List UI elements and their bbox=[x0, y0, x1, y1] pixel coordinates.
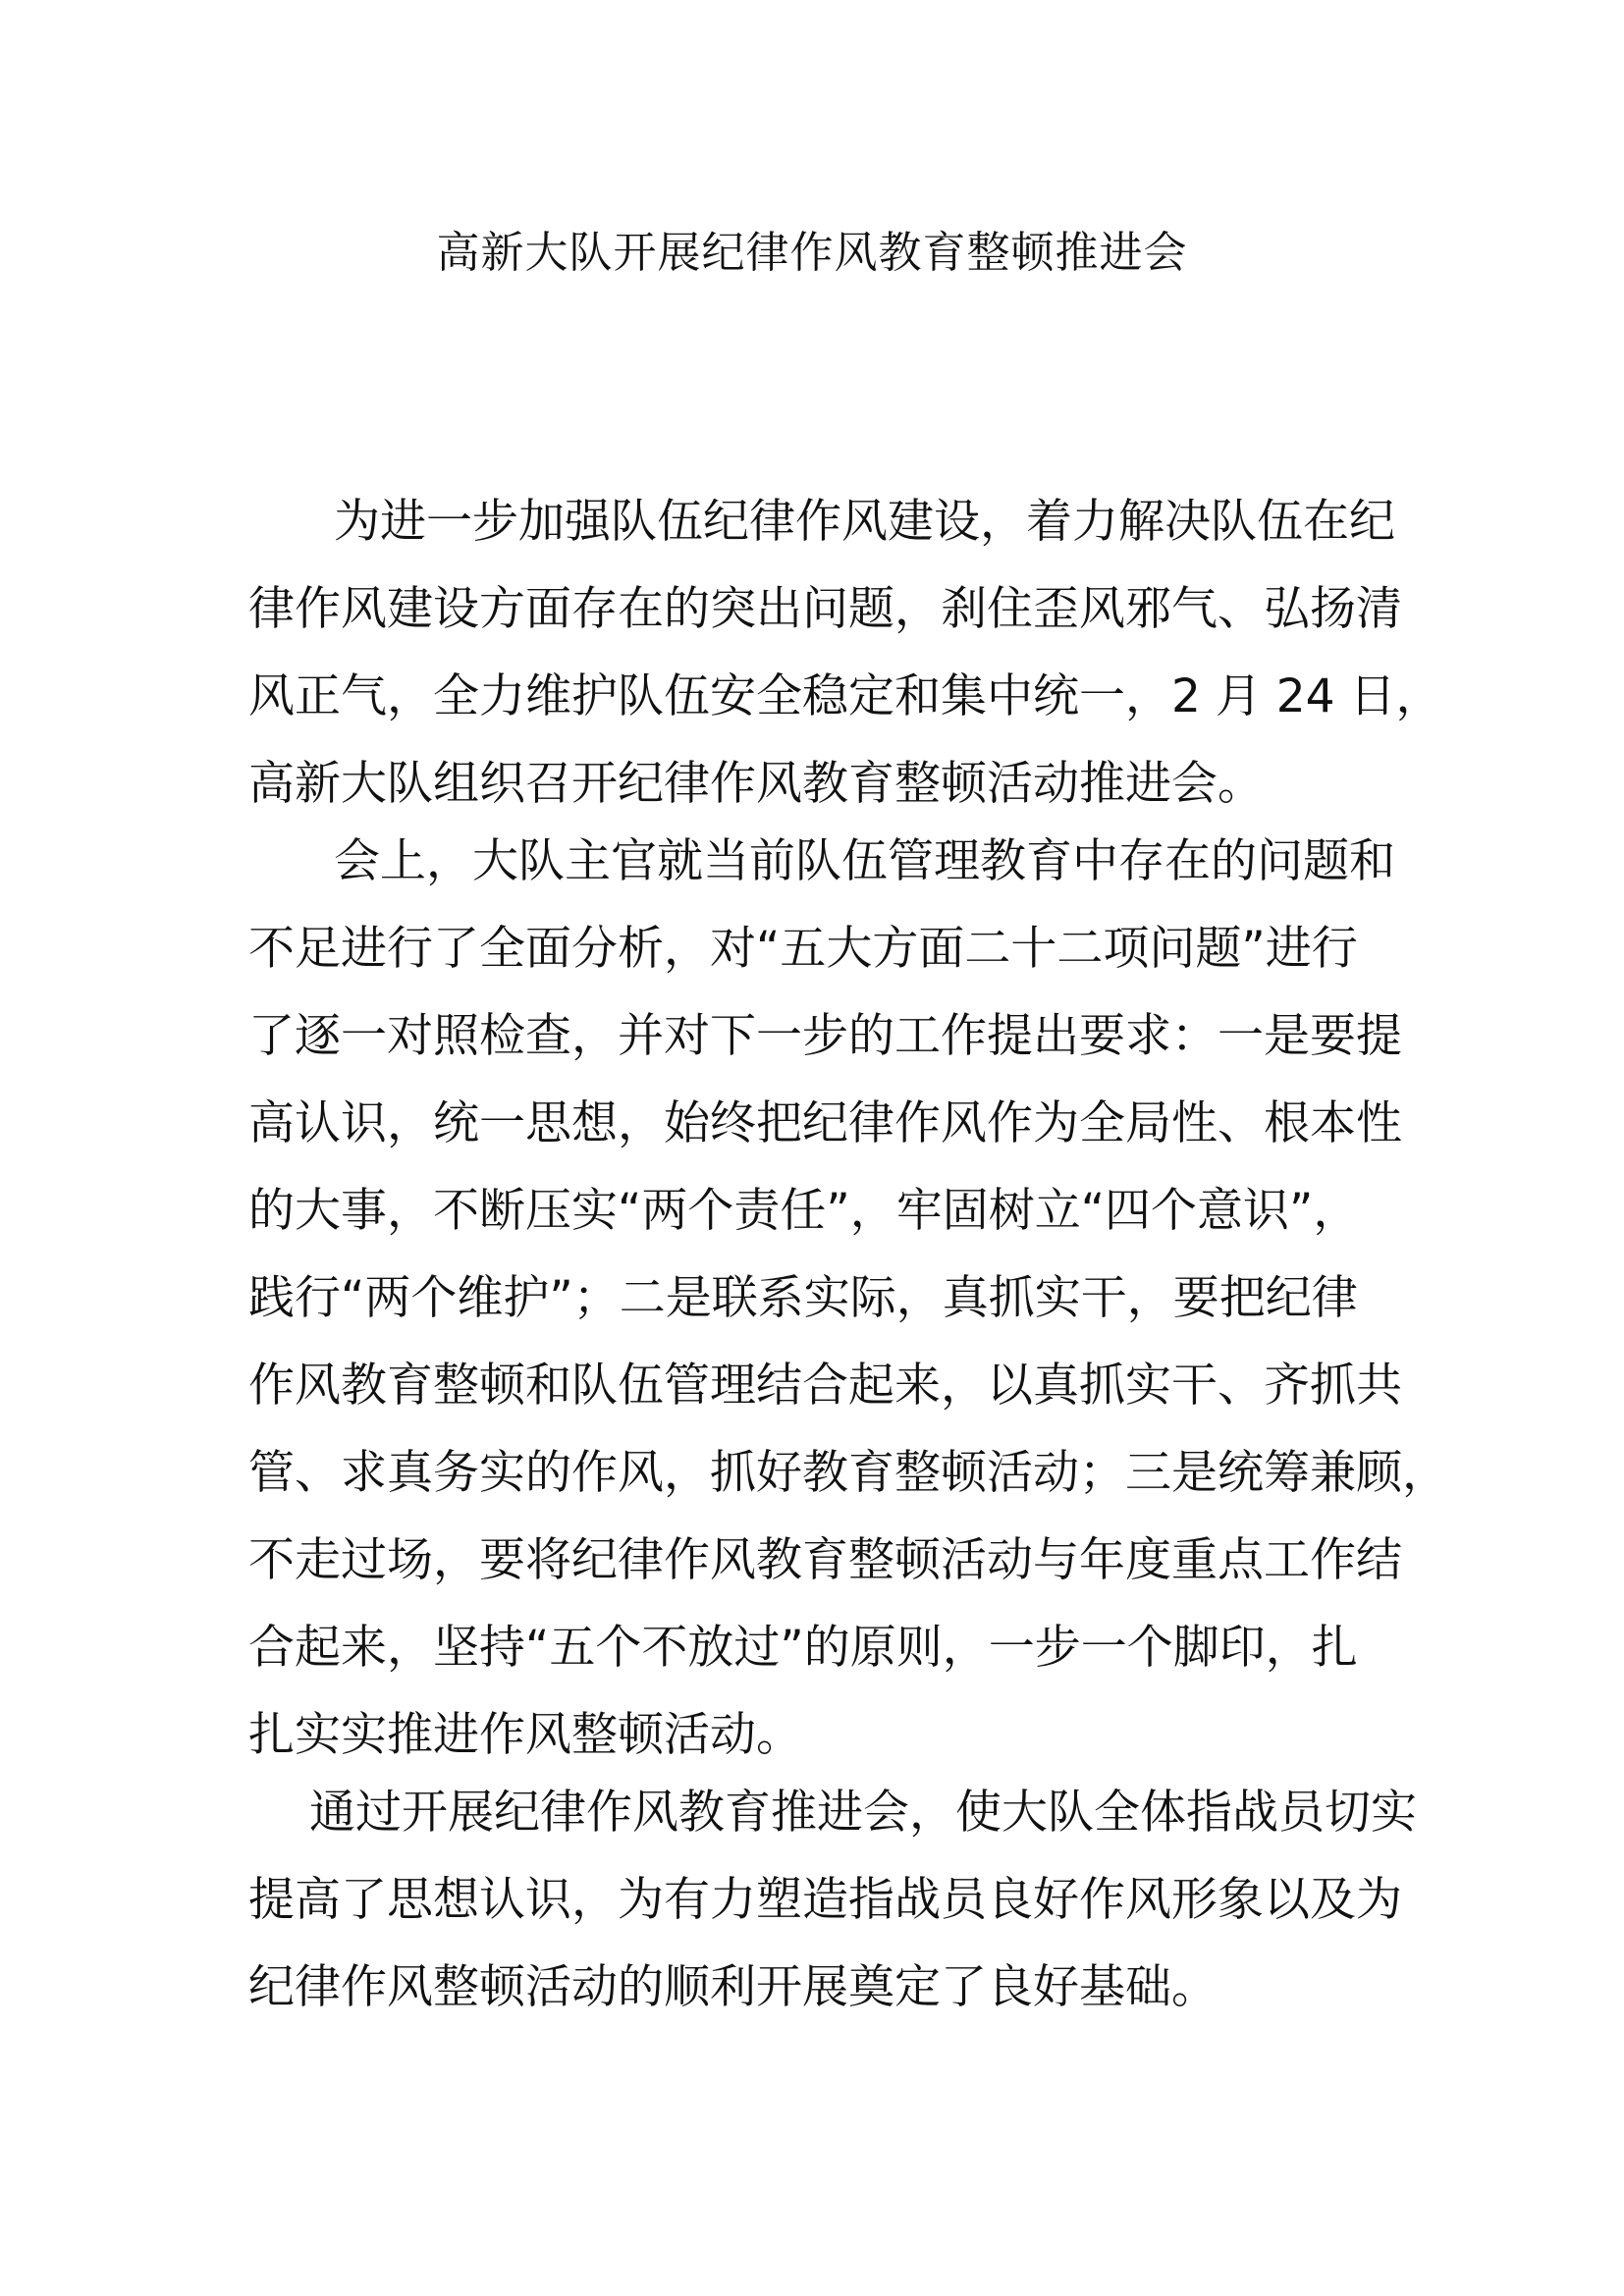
paragraph-line: 会上，大队主官就当前队伍管理教育中存在的问题和 bbox=[334, 834, 1395, 888]
paragraph-line: 律作风建设方面存在的突出问题，刹住歪风邪气、弘扬清 bbox=[248, 582, 1402, 636]
paragraph-line: 高新大队组织召开纪律作风教育整顿活动推进会。 bbox=[248, 757, 1264, 811]
paragraph-line: 风正气，全力维护队伍安全稳定和集中统一，2 月 24 日， bbox=[248, 669, 1442, 723]
paragraph-line: 为进一步加强队伍纪律作风建设，着力解决队伍在纪 bbox=[334, 495, 1395, 549]
paragraph-line: 不足进行了全面分析，对“五大方面二十二项问题”进行 bbox=[248, 922, 1358, 976]
paragraph-line: 了逐一对照检查，并对下一步的工作提出要求：一是要提 bbox=[248, 1009, 1402, 1063]
paragraph-line: 提高了思想认识，为有力塑造指战员良好作风形象以及为 bbox=[248, 1873, 1402, 1927]
paragraph-line: 高认识，统一思想，始终把纪律作风作为全局性、根本性 bbox=[248, 1096, 1402, 1150]
paragraph-line: 扎实实推进作风整顿活动。 bbox=[248, 1708, 802, 1762]
paragraph-line: 通过开展纪律作风教育推进会，使大队全体指战员切实 bbox=[309, 1786, 1417, 1840]
paragraph-line: 践行“两个维护”；二是联系实际，真抓实干，要把纪律 bbox=[248, 1271, 1358, 1325]
paragraph-line: 纪律作风整顿活动的顺利开展奠定了良好基础。 bbox=[248, 1960, 1218, 2014]
paragraph-line: 管、求真务实的作风，抓好教育整顿活动；三是统筹兼顾， bbox=[248, 1446, 1448, 1500]
paragraph-line: 的大事，不断压实“两个责任”，牢固树立“四个意识”， bbox=[248, 1184, 1360, 1238]
document-title: 高新大队开展纪律作风教育整顿推进会 bbox=[436, 228, 1188, 278]
paragraph-line: 不走过场，要将纪律作风教育整顿活动与年度重点工作结 bbox=[248, 1533, 1402, 1587]
paragraph-line: 作风教育整顿和队伍管理结合起来，以真抓实干、齐抓共 bbox=[248, 1359, 1402, 1413]
paragraph-line: 合起来，坚持“五个不放过”的原则，一步一个脚印，扎 bbox=[248, 1621, 1358, 1675]
